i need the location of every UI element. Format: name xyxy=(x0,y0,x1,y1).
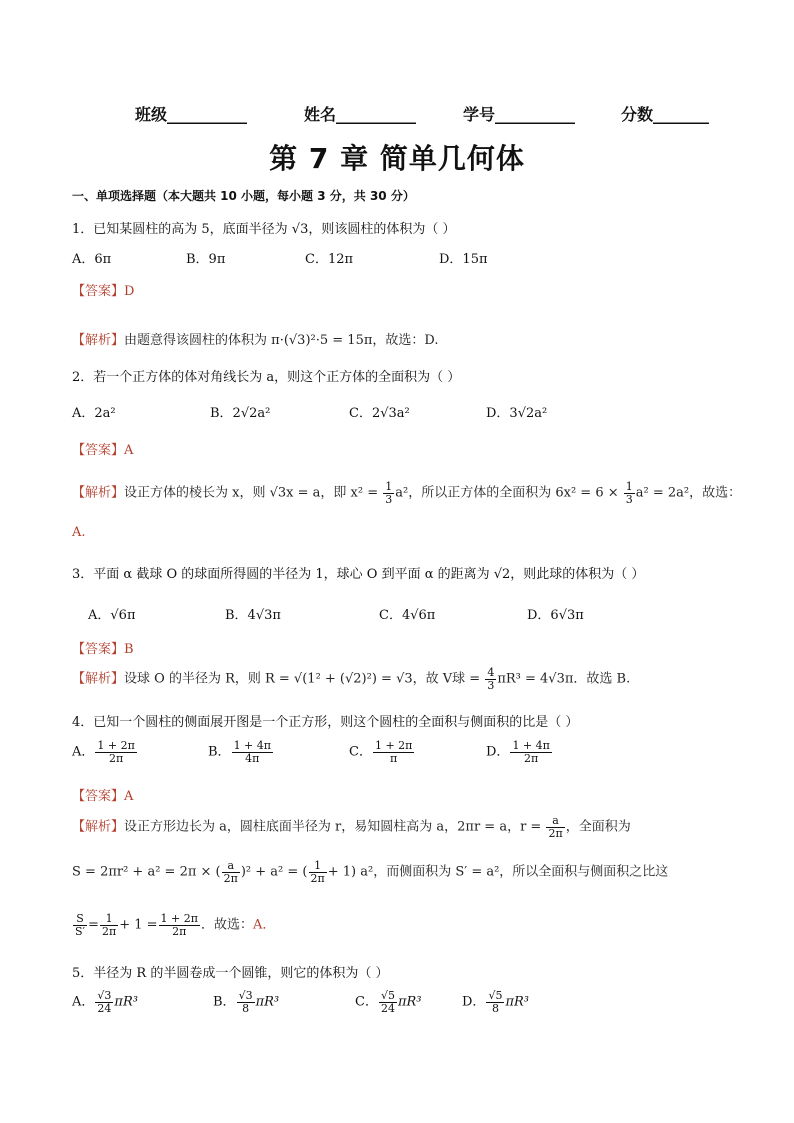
q1-solution xyxy=(72,329,438,348)
q1-answer xyxy=(72,280,134,299)
fraction-denominator: 2π xyxy=(548,826,563,840)
solution-text: 由题意得该圆柱的体积为 π·(√3)²·5 = 15π，故选：D. xyxy=(124,333,439,348)
page-title: 第 7 章 简单几何体 xyxy=(269,142,525,175)
fraction-numerator: 1 + 2π xyxy=(97,739,135,752)
answer-tag: 【答案】 xyxy=(72,789,125,804)
option-label: A． xyxy=(72,994,95,1010)
q4-solution-line-2 xyxy=(72,860,668,884)
fraction-denominator: 24 xyxy=(97,1001,112,1015)
solution-text: )² + a² = ( xyxy=(240,864,308,880)
fraction-numerator: 1 + 2π xyxy=(374,739,413,752)
fraction-numerator: 1 + 2π xyxy=(160,912,198,925)
solution-text: + 1 = xyxy=(119,917,158,933)
option-label: B． xyxy=(208,744,231,760)
option-fraction xyxy=(373,740,414,764)
fraction xyxy=(546,815,564,839)
question-3-stem: 3．平面 α 截球 O 的球面所得圆的半径为 1，球心 O 到平面 α 的距离为 √2，则此球的体积为（ ） xyxy=(72,567,645,582)
solution-text-b: a²，所以正方体的全面积为 6x² = 6 × xyxy=(395,485,619,501)
question-5-stem: 5．半径为 R 的半圆卷成一个圆锥，则它的体积为（ ） xyxy=(72,966,389,981)
q4-option-d xyxy=(486,740,553,764)
option-fraction xyxy=(232,740,273,764)
q2-answer xyxy=(72,439,133,458)
fraction-numerator: 1 xyxy=(100,913,118,926)
option-fraction xyxy=(237,990,255,1014)
q5-option-a xyxy=(72,990,138,1014)
option-label: D． xyxy=(486,744,510,760)
solution-tag: 【解析】 xyxy=(72,819,125,835)
q2-option-b: B．2√2a² xyxy=(210,406,271,421)
fraction xyxy=(309,860,327,884)
q5-option-b xyxy=(213,990,279,1014)
score-field: 分数_______ xyxy=(621,105,710,124)
q2-option-d: D．3√2a² xyxy=(486,406,548,421)
option-fraction xyxy=(486,990,504,1014)
q3-option-d: D．6√3π xyxy=(527,608,584,623)
answer-value: B xyxy=(124,642,134,657)
q4-solution-line-1 xyxy=(72,815,631,839)
solution-text-a: 设球 O 的半径为 R，则 R = √(1² + (√2)²) = √3，故 V球 = xyxy=(124,671,481,687)
fraction-numerator: a xyxy=(546,815,564,828)
q2-solution-end: A. xyxy=(72,525,86,540)
q1-option-c: C．12π xyxy=(305,252,354,267)
fraction xyxy=(624,481,635,505)
solution-tag: 【解析】 xyxy=(72,333,125,348)
fraction xyxy=(73,913,87,937)
q1-option-a: A．6π xyxy=(72,252,112,267)
answer-tag: 【答案】 xyxy=(72,284,125,299)
fraction-numerator: 1 + 4π xyxy=(512,739,550,752)
q4-option-b xyxy=(208,740,274,764)
section-heading: 一、单项选择题（本大题共 10 小题，每小题 3 分，共 30 分） xyxy=(72,189,415,203)
fraction xyxy=(383,481,394,505)
fraction-numerator: S xyxy=(73,913,87,926)
q5-option-d xyxy=(462,990,529,1014)
q3-option-a: A．√6π xyxy=(88,608,136,623)
fraction-denominator: 2π xyxy=(101,924,117,938)
solution-text: + 1) a²，而侧面积为 S′ = a²，所以全面积与侧面积之比这 xyxy=(327,864,669,880)
q1-option-d: D．15π xyxy=(439,252,488,267)
option-tail: πR³ xyxy=(397,994,422,1010)
fraction xyxy=(159,913,200,937)
fraction-denominator: 3 xyxy=(385,492,393,506)
fraction-denominator: π xyxy=(390,751,398,765)
fraction-denominator: 2π xyxy=(310,871,325,885)
fraction xyxy=(222,860,240,884)
fraction-numerator: 1 xyxy=(625,480,633,493)
option-fraction xyxy=(379,990,397,1014)
fraction-denominator: 3 xyxy=(487,678,495,692)
fraction-numerator: a xyxy=(222,860,240,873)
answer-value: D xyxy=(124,284,135,299)
option-tail: πR³ xyxy=(505,994,529,1010)
fraction-denominator: 2π xyxy=(108,751,124,765)
solution-tag: 【解析】 xyxy=(72,671,125,687)
q1-option-b: B．9π xyxy=(186,252,226,267)
fraction xyxy=(485,667,496,691)
q5-option-c xyxy=(355,990,422,1014)
fraction xyxy=(100,913,118,937)
option-fraction xyxy=(95,990,113,1014)
fraction-denominator: 8 xyxy=(242,1001,250,1015)
fraction-numerator: √5 xyxy=(380,989,395,1002)
option-label: A． xyxy=(72,744,95,760)
solution-text: 设正方形边长为 a，圆柱底面半径为 r，易知圆柱高为 a，2πr = a，r = xyxy=(124,819,542,835)
question-1-stem: 1．已知某圆柱的高为 5，底面半径为 √3，则该圆柱的体积为（ ） xyxy=(72,222,456,237)
q4-solution-line-3 xyxy=(72,913,275,937)
answer-tag: 【答案】 xyxy=(72,642,125,657)
q2-option-c: C．2√3a² xyxy=(349,406,410,421)
fraction-denominator: 2π xyxy=(223,871,238,885)
fraction-denominator: 2π xyxy=(172,924,187,938)
option-label: C． xyxy=(349,744,372,760)
option-tail: πR³ xyxy=(255,994,280,1010)
q4-answer xyxy=(72,785,133,804)
solution-tag: 【解析】 xyxy=(72,485,125,501)
fraction-numerator: √3 xyxy=(97,989,112,1002)
solution-text: ．故选： xyxy=(200,917,253,933)
solution-text: = xyxy=(88,917,99,933)
solution-text-b: πR³ = 4√3π．故选 B. xyxy=(497,671,631,687)
fraction-denominator: 8 xyxy=(491,1001,499,1015)
fraction-numerator: 1 xyxy=(309,860,327,873)
name-field: 姓名__________ xyxy=(304,105,417,124)
solution-text: ，全面积为 xyxy=(565,819,631,835)
fraction-denominator: 24 xyxy=(380,1001,395,1015)
q3-solution xyxy=(72,667,630,691)
question-2-stem: 2．若一个正方体的体对角线长为 a，则这个正方体的全面积为（ ） xyxy=(72,370,461,385)
q2-option-a: A．2a² xyxy=(72,406,116,421)
answer-tag: 【答案】 xyxy=(72,443,125,458)
fraction-numerator: 4 xyxy=(487,666,495,679)
fraction-numerator: √3 xyxy=(238,989,253,1002)
fraction-numerator: 1 xyxy=(385,480,393,493)
answer-value: A xyxy=(124,789,134,804)
fraction-denominator: 2π xyxy=(524,751,539,765)
option-fraction xyxy=(95,740,136,764)
option-tail: πR³ xyxy=(114,994,138,1010)
q4-option-c xyxy=(349,740,415,764)
fraction-denominator: S′ xyxy=(75,924,86,938)
question-4-stem: 4．已知一个圆柱的侧面展开图是一个正方形，则这个圆柱的全面积与侧面积的比是（ ） xyxy=(72,715,579,730)
solution-text-c: a² = 2a²，故选： xyxy=(635,485,742,501)
q3-option-b: B．4√3π xyxy=(225,608,281,623)
q2-solution xyxy=(72,481,741,505)
q4-option-a xyxy=(72,740,138,764)
solution-text: S = 2πr² + a² = 2π × ( xyxy=(72,864,221,880)
student-id-field: 学号__________ xyxy=(463,105,576,124)
class-field: 班级__________ xyxy=(135,105,248,124)
fraction-denominator: 3 xyxy=(625,492,633,506)
q3-option-c: C．4√6π xyxy=(379,608,436,623)
option-label: D． xyxy=(462,994,486,1010)
answer-value: A xyxy=(124,443,134,458)
solution-text-a: 设正方体的棱长为 x，则 √3x = a，即 x² = xyxy=(124,485,379,501)
solution-end: A． xyxy=(252,917,276,933)
q3-answer xyxy=(72,638,134,657)
option-label: C． xyxy=(355,994,378,1010)
option-label: B． xyxy=(213,994,236,1010)
fraction-numerator: 1 + 4π xyxy=(233,739,271,752)
fraction-denominator: 4π xyxy=(245,751,260,765)
option-fraction xyxy=(510,740,551,764)
fraction-numerator: √5 xyxy=(488,989,503,1002)
